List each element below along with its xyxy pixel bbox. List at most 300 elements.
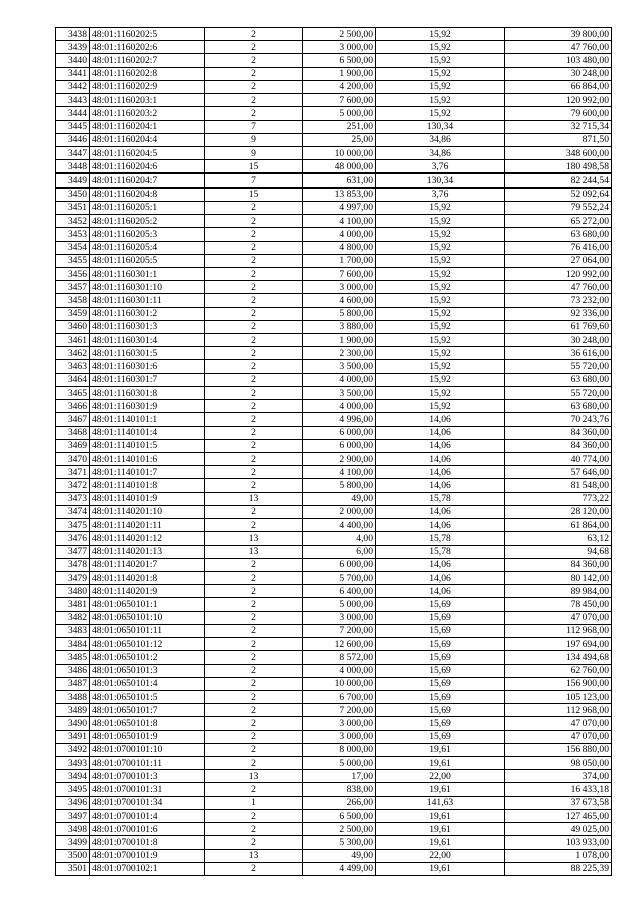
category-code-cell: 13 xyxy=(205,770,303,783)
category-code-cell: 2 xyxy=(205,228,303,241)
rate-cell: 15,92 xyxy=(376,294,505,307)
cadastral-value-cell: 63 680,00 xyxy=(505,400,612,413)
area-cell: 4 100,00 xyxy=(303,215,376,228)
rate-cell: 15,92 xyxy=(376,347,505,360)
rate-cell: 15,92 xyxy=(376,307,505,320)
cadastral-value-cell: 32 715,34 xyxy=(505,120,612,133)
category-code-cell: 2 xyxy=(205,757,303,770)
area-cell: 5 300,00 xyxy=(303,836,376,849)
row-number-cell: 3487 xyxy=(56,677,90,690)
rate-cell: 14,06 xyxy=(376,571,505,584)
cadastral-number-cell: 48:01:1160205:3 xyxy=(90,228,205,241)
table-row xyxy=(56,505,612,518)
table-row xyxy=(56,28,612,41)
area-cell: 6,00 xyxy=(303,545,376,558)
row-number-cell: 3501 xyxy=(56,862,90,875)
area-cell: 266,00 xyxy=(303,796,376,809)
rate-cell: 15,69 xyxy=(376,638,505,651)
table-row xyxy=(56,611,612,624)
table-row xyxy=(56,41,612,54)
cadastral-value-cell: 47 070,00 xyxy=(505,717,612,730)
category-code-cell: 2 xyxy=(205,730,303,743)
category-code-cell: 2 xyxy=(205,743,303,756)
rate-cell: 15,69 xyxy=(376,677,505,690)
cadastral-number-cell: 48:01:1160205:1 xyxy=(90,201,205,214)
row-number-cell: 3496 xyxy=(56,796,90,809)
cadastral-number-cell: 48:01:1140201:13 xyxy=(90,545,205,558)
table-row xyxy=(56,545,612,558)
area-cell: 4 997,00 xyxy=(303,201,376,214)
row-number-cell: 3495 xyxy=(56,783,90,796)
area-cell: 2 500,00 xyxy=(303,823,376,836)
row-number-cell: 3447 xyxy=(56,146,90,159)
table-row xyxy=(56,664,612,677)
row-number-cell: 3469 xyxy=(56,439,90,452)
cadastral-value-cell: 37 673,58 xyxy=(505,796,612,809)
table-row xyxy=(56,717,612,730)
table-row xyxy=(56,783,612,796)
area-cell: 2 000,00 xyxy=(303,505,376,518)
category-code-cell: 2 xyxy=(205,690,303,703)
rate-cell: 141,63 xyxy=(376,796,505,809)
cadastral-value-cell: 39 800,00 xyxy=(505,28,612,41)
rate-cell: 15,69 xyxy=(376,598,505,611)
cadastral-value-cell: 112 968,00 xyxy=(505,624,612,637)
row-number-cell: 3442 xyxy=(56,80,90,93)
cadastral-number-cell: 48:01:1160204:4 xyxy=(90,133,205,146)
area-cell: 8 000,00 xyxy=(303,743,376,756)
cadastral-value-cell: 1 078,00 xyxy=(505,849,612,862)
table-row xyxy=(56,862,612,875)
cadastral-number-cell: 48:01:1160205:5 xyxy=(90,254,205,267)
row-number-cell: 3465 xyxy=(56,386,90,399)
table-row xyxy=(56,120,612,133)
category-code-cell: 2 xyxy=(205,704,303,717)
rate-cell: 3,76 xyxy=(376,160,505,174)
row-number-cell: 3453 xyxy=(56,228,90,241)
category-code-cell: 2 xyxy=(205,267,303,280)
area-cell: 48 000,00 xyxy=(303,160,376,174)
area-cell: 1 700,00 xyxy=(303,254,376,267)
area-cell: 3 500,00 xyxy=(303,386,376,399)
area-cell: 7 200,00 xyxy=(303,624,376,637)
rate-cell: 15,92 xyxy=(376,80,505,93)
table-row xyxy=(56,188,612,202)
table-row xyxy=(56,133,612,146)
category-code-cell: 2 xyxy=(205,651,303,664)
cadastral-value-cell: 73 232,00 xyxy=(505,294,612,307)
cadastral-value-table xyxy=(55,27,612,876)
table-row xyxy=(56,651,612,664)
rate-cell: 15,92 xyxy=(376,54,505,67)
row-number-cell: 3471 xyxy=(56,466,90,479)
category-code-cell: 2 xyxy=(205,334,303,347)
rate-cell: 15,92 xyxy=(376,201,505,214)
cadastral-number-cell: 48:01:0700101:9 xyxy=(90,849,205,862)
cadastral-number-cell: 48:01:1140201:9 xyxy=(90,585,205,598)
cadastral-value-cell: 120 992,00 xyxy=(505,267,612,280)
category-code-cell: 2 xyxy=(205,836,303,849)
cadastral-value-cell: 28 120,00 xyxy=(505,505,612,518)
category-code-cell: 2 xyxy=(205,585,303,598)
cadastral-number-cell: 48:01:1140101:5 xyxy=(90,439,205,452)
table-row xyxy=(56,241,612,254)
cadastral-value-cell: 127 465,00 xyxy=(505,809,612,822)
category-code-cell: 2 xyxy=(205,571,303,584)
table-row xyxy=(56,743,612,756)
category-code-cell: 2 xyxy=(205,638,303,651)
area-cell: 7 600,00 xyxy=(303,94,376,107)
row-number-cell: 3460 xyxy=(56,320,90,333)
cadastral-value-cell: 94,68 xyxy=(505,545,612,558)
category-code-cell: 2 xyxy=(205,823,303,836)
area-cell: 4,00 xyxy=(303,532,376,545)
area-cell: 6 700,00 xyxy=(303,690,376,703)
row-number-cell: 3485 xyxy=(56,651,90,664)
rate-cell: 19,61 xyxy=(376,823,505,836)
table-row xyxy=(56,426,612,439)
row-number-cell: 3457 xyxy=(56,281,90,294)
row-number-cell: 3489 xyxy=(56,704,90,717)
category-code-cell: 9 xyxy=(205,133,303,146)
area-cell: 4 000,00 xyxy=(303,228,376,241)
category-code-cell: 13 xyxy=(205,532,303,545)
cadastral-value-cell: 52 092,64 xyxy=(505,188,612,202)
rate-cell: 3,76 xyxy=(376,188,505,202)
cadastral-value-cell: 84 360,00 xyxy=(505,439,612,452)
row-number-cell: 3450 xyxy=(56,188,90,202)
table-row xyxy=(56,439,612,452)
area-cell: 12 600,00 xyxy=(303,638,376,651)
area-cell: 4 200,00 xyxy=(303,80,376,93)
cadastral-number-cell: 48:01:0700101:3 xyxy=(90,770,205,783)
cadastral-number-cell: 48:01:1160204:8 xyxy=(90,188,205,202)
cadastral-value-cell: 78 450,00 xyxy=(505,598,612,611)
table-row xyxy=(56,173,612,187)
cadastral-value-cell: 65 272,00 xyxy=(505,215,612,228)
cadastral-value-cell: 88 225,39 xyxy=(505,862,612,875)
area-cell: 2 900,00 xyxy=(303,453,376,466)
row-number-cell: 3454 xyxy=(56,241,90,254)
cadastral-value-cell: 134 494,68 xyxy=(505,651,612,664)
row-number-cell: 3439 xyxy=(56,41,90,54)
category-code-cell: 2 xyxy=(205,80,303,93)
table-row xyxy=(56,690,612,703)
cadastral-value-cell: 57 646,00 xyxy=(505,466,612,479)
cadastral-number-cell: 48:01:0650101:10 xyxy=(90,611,205,624)
table-row xyxy=(56,347,612,360)
area-cell: 6 000,00 xyxy=(303,439,376,452)
table-row xyxy=(56,146,612,159)
cadastral-value-cell: 81 548,00 xyxy=(505,479,612,492)
rate-cell: 15,92 xyxy=(376,334,505,347)
cadastral-number-cell: 48:01:1140101:7 xyxy=(90,466,205,479)
cadastral-value-cell: 40 774,00 xyxy=(505,453,612,466)
table-row xyxy=(56,730,612,743)
area-cell: 5 700,00 xyxy=(303,571,376,584)
category-code-cell: 2 xyxy=(205,215,303,228)
row-number-cell: 3468 xyxy=(56,426,90,439)
row-number-cell: 3441 xyxy=(56,67,90,80)
area-cell: 17,00 xyxy=(303,770,376,783)
category-code-cell: 2 xyxy=(205,809,303,822)
area-cell: 6 000,00 xyxy=(303,558,376,571)
rate-cell: 15,69 xyxy=(376,611,505,624)
cadastral-value-cell: 16 433,18 xyxy=(505,783,612,796)
area-cell: 3 880,00 xyxy=(303,320,376,333)
table-row xyxy=(56,107,612,120)
row-number-cell: 3474 xyxy=(56,505,90,518)
category-code-cell: 2 xyxy=(205,294,303,307)
category-code-cell: 2 xyxy=(205,320,303,333)
cadastral-number-cell: 48:01:0650101:8 xyxy=(90,717,205,730)
category-code-cell: 2 xyxy=(205,677,303,690)
category-code-cell: 2 xyxy=(205,664,303,677)
table-row xyxy=(56,571,612,584)
category-code-cell: 2 xyxy=(205,67,303,80)
cadastral-value-cell: 76 416,00 xyxy=(505,241,612,254)
category-code-cell: 2 xyxy=(205,624,303,637)
cadastral-number-cell: 48:01:1160204:5 xyxy=(90,146,205,159)
rate-cell: 15,69 xyxy=(376,730,505,743)
cadastral-number-cell: 48:01:1160301:10 xyxy=(90,281,205,294)
cadastral-value-cell: 103 933,00 xyxy=(505,836,612,849)
table-row xyxy=(56,307,612,320)
cadastral-number-cell: 48:01:1160301:2 xyxy=(90,307,205,320)
table-row xyxy=(56,80,612,93)
cadastral-value-cell: 63 680,00 xyxy=(505,228,612,241)
category-code-cell: 2 xyxy=(205,307,303,320)
rate-cell: 14,06 xyxy=(376,439,505,452)
category-code-cell: 13 xyxy=(205,545,303,558)
area-cell: 6 000,00 xyxy=(303,426,376,439)
cadastral-number-cell: 48:01:1160301:9 xyxy=(90,400,205,413)
cadastral-number-cell: 48:01:1160203:2 xyxy=(90,107,205,120)
cadastral-value-cell: 63 680,00 xyxy=(505,373,612,386)
cadastral-number-cell: 48:01:0700101:11 xyxy=(90,757,205,770)
row-number-cell: 3462 xyxy=(56,347,90,360)
cadastral-number-cell: 48:01:0650101:12 xyxy=(90,638,205,651)
category-code-cell: 2 xyxy=(205,479,303,492)
cadastral-value-cell: 61 769,60 xyxy=(505,320,612,333)
rate-cell: 14,06 xyxy=(376,426,505,439)
category-code-cell: 2 xyxy=(205,717,303,730)
area-cell: 4 800,00 xyxy=(303,241,376,254)
cadastral-number-cell: 48:01:0650101:2 xyxy=(90,651,205,664)
rate-cell: 15,92 xyxy=(376,28,505,41)
row-number-cell: 3451 xyxy=(56,201,90,214)
category-code-cell: 13 xyxy=(205,492,303,505)
rate-cell: 14,06 xyxy=(376,466,505,479)
table-row xyxy=(56,400,612,413)
row-number-cell: 3456 xyxy=(56,267,90,280)
area-cell: 49,00 xyxy=(303,849,376,862)
rate-cell: 15,92 xyxy=(376,107,505,120)
category-code-cell: 2 xyxy=(205,347,303,360)
cadastral-number-cell: 48:01:1160202:5 xyxy=(90,28,205,41)
table-row xyxy=(56,532,612,545)
cadastral-value-cell: 47 070,00 xyxy=(505,730,612,743)
cadastral-number-cell: 48:01:0700102:1 xyxy=(90,862,205,875)
category-code-cell: 2 xyxy=(205,386,303,399)
cadastral-value-cell: 120 992,00 xyxy=(505,94,612,107)
cadastral-number-cell: 48:01:1160301:3 xyxy=(90,320,205,333)
rate-cell: 14,06 xyxy=(376,505,505,518)
category-code-cell: 2 xyxy=(205,519,303,532)
cadastral-value-cell: 105 123,00 xyxy=(505,690,612,703)
area-cell: 4 100,00 xyxy=(303,466,376,479)
cadastral-number-cell: 48:01:1160301:5 xyxy=(90,347,205,360)
cadastral-value-cell: 348 600,00 xyxy=(505,146,612,159)
cadastral-number-cell: 48:01:1160301:4 xyxy=(90,334,205,347)
row-number-cell: 3446 xyxy=(56,133,90,146)
table-row xyxy=(56,757,612,770)
table-row xyxy=(56,796,612,809)
cadastral-number-cell: 48:01:0700101:6 xyxy=(90,823,205,836)
row-number-cell: 3448 xyxy=(56,160,90,174)
cadastral-value-cell: 55 720,00 xyxy=(505,360,612,373)
cadastral-number-cell: 48:01:0700101:4 xyxy=(90,809,205,822)
area-cell: 6 500,00 xyxy=(303,809,376,822)
area-cell: 5 800,00 xyxy=(303,479,376,492)
cadastral-value-cell: 156 880,00 xyxy=(505,743,612,756)
row-number-cell: 3458 xyxy=(56,294,90,307)
area-cell: 251,00 xyxy=(303,120,376,133)
table-row xyxy=(56,624,612,637)
area-cell: 6 400,00 xyxy=(303,585,376,598)
table-row xyxy=(56,334,612,347)
area-cell: 3 500,00 xyxy=(303,360,376,373)
rate-cell: 15,69 xyxy=(376,664,505,677)
area-cell: 13 853,00 xyxy=(303,188,376,202)
area-cell: 2 300,00 xyxy=(303,347,376,360)
category-code-cell: 2 xyxy=(205,862,303,875)
category-code-cell: 2 xyxy=(205,413,303,426)
table-row xyxy=(56,54,612,67)
cadastral-value-cell: 197 694,00 xyxy=(505,638,612,651)
area-cell: 3 000,00 xyxy=(303,730,376,743)
row-number-cell: 3483 xyxy=(56,624,90,637)
area-cell: 6 500,00 xyxy=(303,54,376,67)
category-code-cell: 2 xyxy=(205,281,303,294)
cadastral-number-cell: 48:01:1160202:9 xyxy=(90,80,205,93)
area-cell: 10 000,00 xyxy=(303,146,376,159)
category-code-cell: 2 xyxy=(205,505,303,518)
rate-cell: 15,92 xyxy=(376,281,505,294)
cadastral-number-cell: 48:01:1140201:8 xyxy=(90,571,205,584)
area-cell: 4 400,00 xyxy=(303,519,376,532)
table-row xyxy=(56,281,612,294)
table-row xyxy=(56,677,612,690)
cadastral-value-cell: 30 248,00 xyxy=(505,67,612,80)
cadastral-number-cell: 48:01:1160202:8 xyxy=(90,67,205,80)
cadastral-number-cell: 48:01:1160204:1 xyxy=(90,120,205,133)
rate-cell: 19,61 xyxy=(376,809,505,822)
rate-cell: 15,92 xyxy=(376,373,505,386)
area-cell: 49,00 xyxy=(303,492,376,505)
cadastral-value-cell: 84 360,00 xyxy=(505,558,612,571)
rate-cell: 15,78 xyxy=(376,532,505,545)
cadastral-number-cell: 48:01:1140101:1 xyxy=(90,413,205,426)
table-row xyxy=(56,823,612,836)
cadastral-value-cell: 27 064,00 xyxy=(505,254,612,267)
area-cell: 5 000,00 xyxy=(303,107,376,120)
row-number-cell: 3445 xyxy=(56,120,90,133)
table-row xyxy=(56,809,612,822)
row-number-cell: 3488 xyxy=(56,690,90,703)
row-number-cell: 3443 xyxy=(56,94,90,107)
row-number-cell: 3438 xyxy=(56,28,90,41)
rate-cell: 15,92 xyxy=(376,400,505,413)
row-number-cell: 3459 xyxy=(56,307,90,320)
row-number-cell: 3498 xyxy=(56,823,90,836)
cadastral-number-cell: 48:01:0650101:11 xyxy=(90,624,205,637)
table-row xyxy=(56,849,612,862)
cadastral-number-cell: 48:01:1160202:7 xyxy=(90,54,205,67)
category-code-cell: 2 xyxy=(205,373,303,386)
row-number-cell: 3473 xyxy=(56,492,90,505)
rate-cell: 19,61 xyxy=(376,836,505,849)
cadastral-number-cell: 48:01:1140101:9 xyxy=(90,492,205,505)
cadastral-number-cell: 48:01:1160203:1 xyxy=(90,94,205,107)
table-row xyxy=(56,160,612,174)
cadastral-number-cell: 48:01:1160301:6 xyxy=(90,360,205,373)
row-number-cell: 3477 xyxy=(56,545,90,558)
rate-cell: 22,00 xyxy=(376,849,505,862)
rate-cell: 15,69 xyxy=(376,624,505,637)
cadastral-number-cell: 48:01:1160202:6 xyxy=(90,41,205,54)
table-row xyxy=(56,320,612,333)
table-row xyxy=(56,519,612,532)
row-number-cell: 3476 xyxy=(56,532,90,545)
row-number-cell: 3480 xyxy=(56,585,90,598)
category-code-cell: 2 xyxy=(205,360,303,373)
rate-cell: 15,92 xyxy=(376,67,505,80)
row-number-cell: 3461 xyxy=(56,334,90,347)
cadastral-number-cell: 48:01:1140101:6 xyxy=(90,453,205,466)
rate-cell: 15,92 xyxy=(376,360,505,373)
category-code-cell: 2 xyxy=(205,254,303,267)
category-code-cell: 2 xyxy=(205,783,303,796)
rate-cell: 15,92 xyxy=(376,241,505,254)
area-cell: 1 900,00 xyxy=(303,67,376,80)
row-number-cell: 3452 xyxy=(56,215,90,228)
area-cell: 4 000,00 xyxy=(303,664,376,677)
cadastral-value-cell: 61 864,00 xyxy=(505,519,612,532)
area-cell: 4 996,00 xyxy=(303,413,376,426)
category-code-cell: 2 xyxy=(205,439,303,452)
table-row xyxy=(56,215,612,228)
area-cell: 4 000,00 xyxy=(303,373,376,386)
cadastral-number-cell: 48:01:0700101:34 xyxy=(90,796,205,809)
table-row xyxy=(56,492,612,505)
category-code-cell: 2 xyxy=(205,466,303,479)
cadastral-number-cell: 48:01:1160301:11 xyxy=(90,294,205,307)
category-code-cell: 2 xyxy=(205,598,303,611)
table-row xyxy=(56,413,612,426)
rate-cell: 19,61 xyxy=(376,743,505,756)
table-row xyxy=(56,836,612,849)
category-code-cell: 9 xyxy=(205,146,303,159)
category-code-cell: 2 xyxy=(205,28,303,41)
cadastral-value-cell: 871,50 xyxy=(505,133,612,146)
rate-cell: 19,61 xyxy=(376,783,505,796)
table-row xyxy=(56,254,612,267)
area-cell: 3 000,00 xyxy=(303,41,376,54)
table-row xyxy=(56,67,612,80)
table-row xyxy=(56,386,612,399)
cadastral-number-cell: 48:01:0650101:5 xyxy=(90,690,205,703)
